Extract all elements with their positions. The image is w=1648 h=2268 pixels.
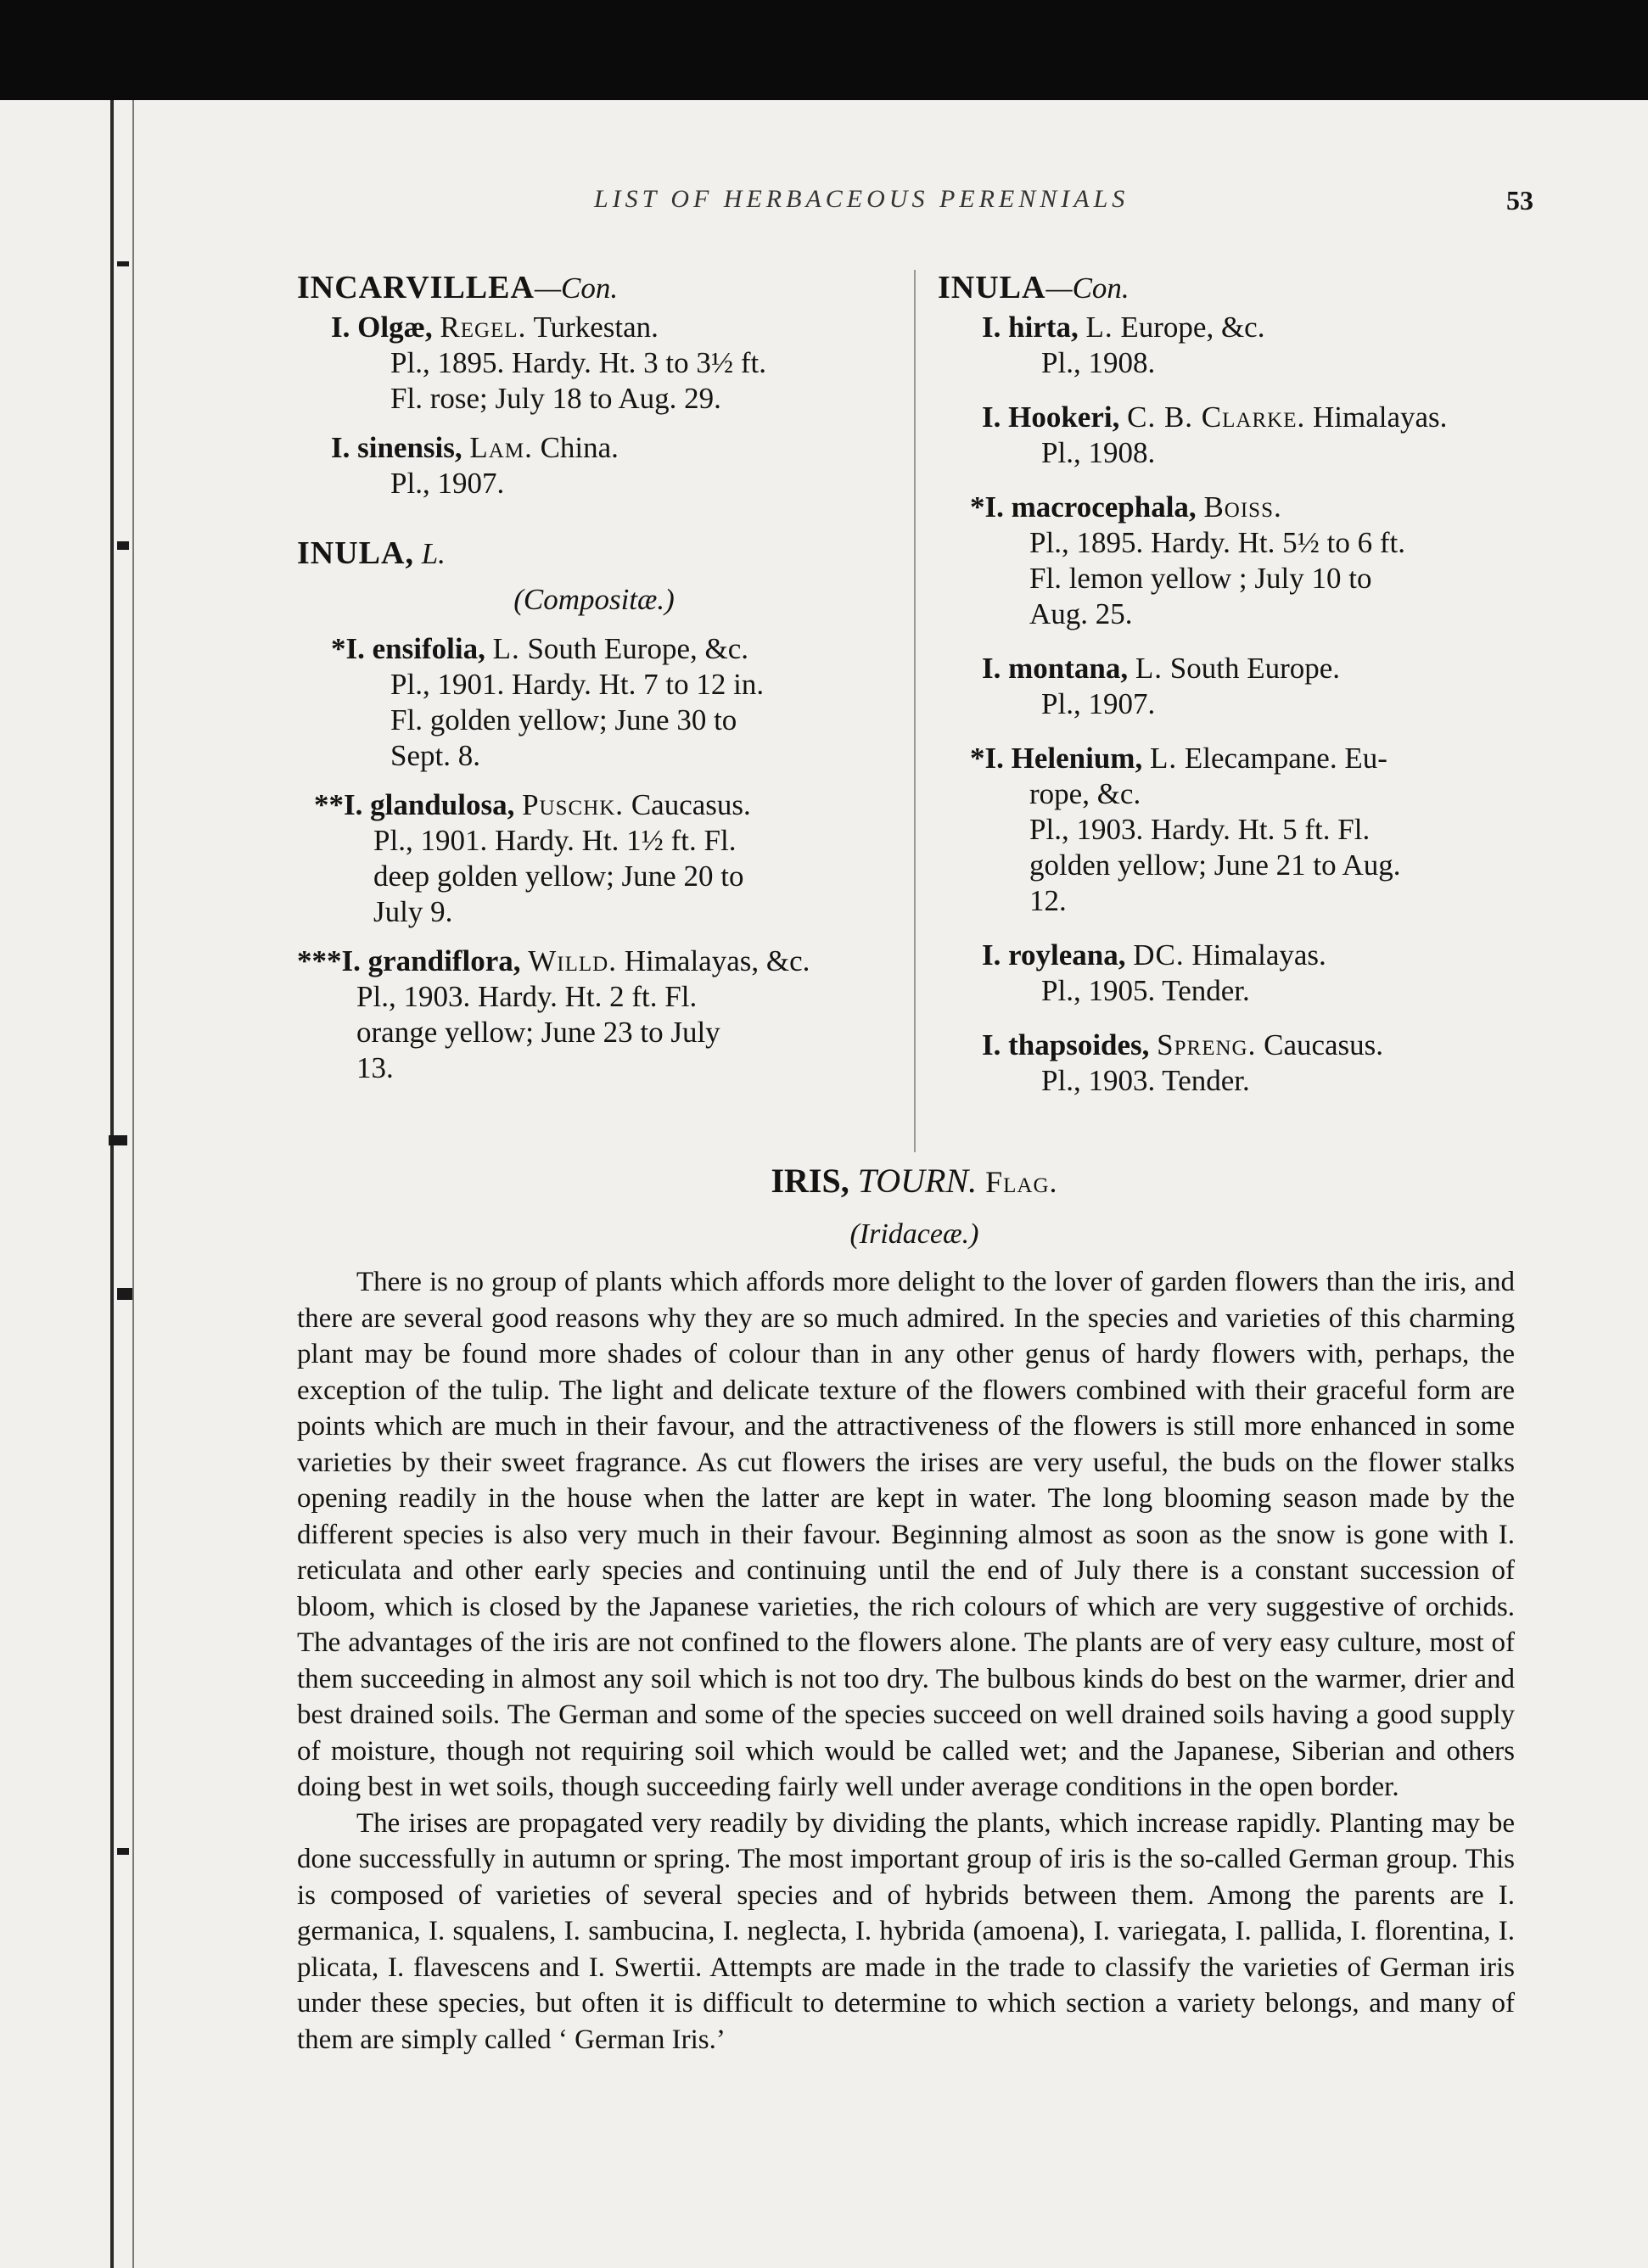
family-name: (Iridaceæ.): [849, 1218, 979, 1250]
species-detail: Pl., 1903. Tender.: [1041, 1064, 1250, 1097]
species-detail: Pl., 1903. Hardy. Ht. 2 ft. Fl.: [356, 980, 698, 1013]
species-detail: Fl. golden yellow; June 30 to: [390, 703, 737, 736]
common-name: Flag.: [985, 1165, 1058, 1199]
species-detail: golden yellow; June 21 to Aug.: [1029, 848, 1401, 882]
species-author: Lam.: [469, 431, 533, 464]
species-detail: orange yellow; June 23 to July: [356, 1016, 720, 1049]
species-origin: South Europe, &c.: [527, 632, 748, 665]
species-entry: [938, 400, 1532, 471]
species-name: I. hirta,: [982, 311, 1079, 344]
left-column: [297, 270, 891, 1086]
species-origin: Himalayas.: [1312, 400, 1448, 434]
species-detail: Pl., 1908.: [1041, 346, 1156, 379]
species-detail: Pl., 1905. Tender.: [1041, 974, 1250, 1007]
genus-cont-label: —Con.: [534, 272, 619, 305]
species-detail: Pl., 1907.: [1041, 687, 1156, 720]
species-origin: Turkestan.: [533, 311, 659, 344]
species-detail: Sept. 8.: [390, 739, 480, 772]
left-margin-rule-inner: [132, 100, 134, 2268]
genus-heading-inula: [297, 535, 891, 572]
species-name: *I. Helenium,: [970, 742, 1143, 775]
species-entry: [297, 787, 891, 930]
species-detail: Aug. 25.: [1029, 597, 1133, 630]
iris-body-text: [297, 1264, 1515, 2058]
species-detail: deep golden yellow; June 20 to: [373, 860, 744, 893]
species-detail: Pl., 1895. Hardy. Ht. 5½ to 6 ft.: [1029, 526, 1405, 559]
species-author: DC.: [1133, 938, 1185, 972]
genus-author: L.: [421, 537, 446, 570]
species-detail: Pl., 1903. Hardy. Ht. 5 ft. Fl.: [1029, 813, 1371, 846]
left-margin-rule: [110, 100, 114, 2268]
species-entry: [297, 310, 891, 417]
species-entry: [938, 1028, 1532, 1099]
species-name: I. royleana,: [982, 938, 1126, 972]
species-name: I. thapsoides,: [982, 1028, 1150, 1061]
margin-mark: [109, 1135, 127, 1145]
species-origin: Europe, &c.: [1120, 311, 1265, 344]
species-entry: [938, 651, 1532, 722]
species-name: ***I. grandiflora,: [297, 944, 521, 977]
species-origin: China.: [540, 431, 619, 464]
species-author: Spreng.: [1157, 1028, 1257, 1061]
genus-cont-label: —Con.: [1045, 272, 1129, 305]
genus-name: INCARVILLEA: [297, 270, 535, 305]
margin-mark: [117, 541, 129, 550]
species-origin: Himalayas.: [1191, 938, 1326, 972]
genus-heading-inula-cont: [938, 270, 1532, 306]
species-entry: [297, 631, 891, 774]
species-detail: Fl. rose; July 18 to Aug. 29.: [390, 382, 721, 415]
margin-mark: [117, 261, 129, 266]
species-detail: 13.: [356, 1051, 394, 1084]
species-origin: South Europe.: [1169, 652, 1341, 685]
page-number: 53: [1506, 185, 1533, 216]
species-detail: 12.: [1029, 884, 1067, 917]
species-detail: July 9.: [373, 895, 453, 928]
species-author: L.: [1149, 742, 1178, 775]
genus-heading-incarvillea: [297, 270, 891, 306]
species-name: I. Olgæ,: [331, 311, 433, 344]
species-detail: Fl. lemon yellow ; July 10 to: [1029, 562, 1372, 595]
species-detail: rope, &c.: [1029, 777, 1141, 810]
section-heading-iris: [297, 1161, 1532, 1201]
species-author: L.: [1085, 311, 1113, 344]
species-detail: Pl., 1901. Hardy. Ht. 7 to 12 in.: [390, 668, 765, 701]
species-author: Boiss.: [1203, 490, 1282, 524]
species-origin: Elecampane. Eu-: [1184, 742, 1387, 775]
species-name: **I. glandulosa,: [314, 788, 515, 821]
species-detail: Pl., 1895. Hardy. Ht. 3 to 3½ ft.: [390, 346, 766, 379]
species-entry: [297, 944, 891, 1086]
species-author: C. B. Clarke.: [1127, 400, 1306, 434]
species-name: *I. ensifolia,: [331, 632, 485, 665]
species-entry: [938, 741, 1532, 919]
species-name: I. Hookeri,: [982, 400, 1120, 434]
margin-mark: [117, 1288, 132, 1300]
species-author: L.: [492, 632, 520, 665]
genus-name: IRIS,: [771, 1162, 849, 1200]
species-origin: Himalayas, &c.: [624, 944, 810, 977]
species-detail: Pl., 1901. Hardy. Ht. 1½ ft. Fl.: [373, 824, 737, 857]
family-name: (Compositæ.): [513, 583, 675, 616]
paragraph: There is no group of plants which affords more delight to the lover of garden flowers than the iris, and there are several good reasons why they are so much admired. In the species and varieties of this charming plant may be found more shades of colour than in any other genus of hardy flowers with, perhaps, the exception of the tulip. The light and delicate texture of the flowers combined with their graceful form are points which are much in their favour, and the attractiveness of the flowers is still more enhanced in some varieties by their sweet fragrance. As cut flowers the irises are very useful, the buds on the flower stalks opening readily in the house when the latter are kept in water. The long blooming season made by the different species is also very much in their favour. Beginning almost as soon as the snow is gone with I. reticulata and other early species and continuing until the end of July there is a constant succession of bloom, which is closed by the Japanese varieties, the rich colours of which are very suggestive of orchids. The advantages of the iris are not confined to the flowers alone. The plants are of very easy culture, most of them succeeding in almost any soil which is not too dry. The bulbous kinds do best on the warmer, drier and best drained soils. The German and some of the species succeed on well drained soils having a good supply of moisture, though not requiring soil which would be called wet; and the Japanese, Siberian and others doing best in wet soils, though succeeding fairly well under average conditions in the open border.: [297, 1267, 1515, 1802]
species-entry: [938, 938, 1532, 1009]
species-detail: Pl., 1908.: [1041, 436, 1156, 469]
species-detail: Pl., 1907.: [390, 467, 505, 500]
paragraph: The irises are propagated very readily by dividing the plants, which increase rapidly. Planting may be done successfully in autumn or spring. The most important group of iris is the so-called German group. This is composed of varieties of several species and of hybrids between them. Among the parents are I. germanica, I. squalens, I. sambucina, I. neglecta, I. hybrida (amoena), I. variegata, I. pallida, I. florentina, I. plicata, I. flavescens and I. Swertii. Attempts are made in the trade to classify the varieties of German iris under these species, but often it is difficult to determine to which section a variety belongs, and many of them are simply called ‘ German Iris.’: [297, 1807, 1515, 2055]
species-entry: [938, 310, 1532, 381]
species-author: Regel.: [440, 311, 527, 344]
margin-mark: [117, 1848, 129, 1855]
right-column: [938, 270, 1532, 1099]
species-author: Puschk.: [522, 788, 625, 821]
species-entry: [297, 430, 891, 501]
species-name: I. sinensis,: [331, 431, 462, 464]
page: [0, 100, 1648, 2268]
species-entry: [938, 490, 1532, 632]
genus-author: TOURN.: [857, 1162, 978, 1200]
species-name: I. montana,: [982, 652, 1129, 685]
species-author: Willd.: [528, 944, 617, 977]
column-divider: [914, 270, 916, 1152]
genus-name: INULA,: [297, 535, 414, 571]
species-origin: Caucasus.: [1264, 1028, 1384, 1061]
species-author: L.: [1135, 652, 1163, 685]
species-name: *I. macrocephala,: [970, 490, 1197, 524]
running-title: LIST OF HERBACEOUS PERENNIALS: [594, 185, 1129, 213]
species-origin: Caucasus.: [631, 788, 751, 821]
genus-name: INULA: [938, 270, 1046, 305]
